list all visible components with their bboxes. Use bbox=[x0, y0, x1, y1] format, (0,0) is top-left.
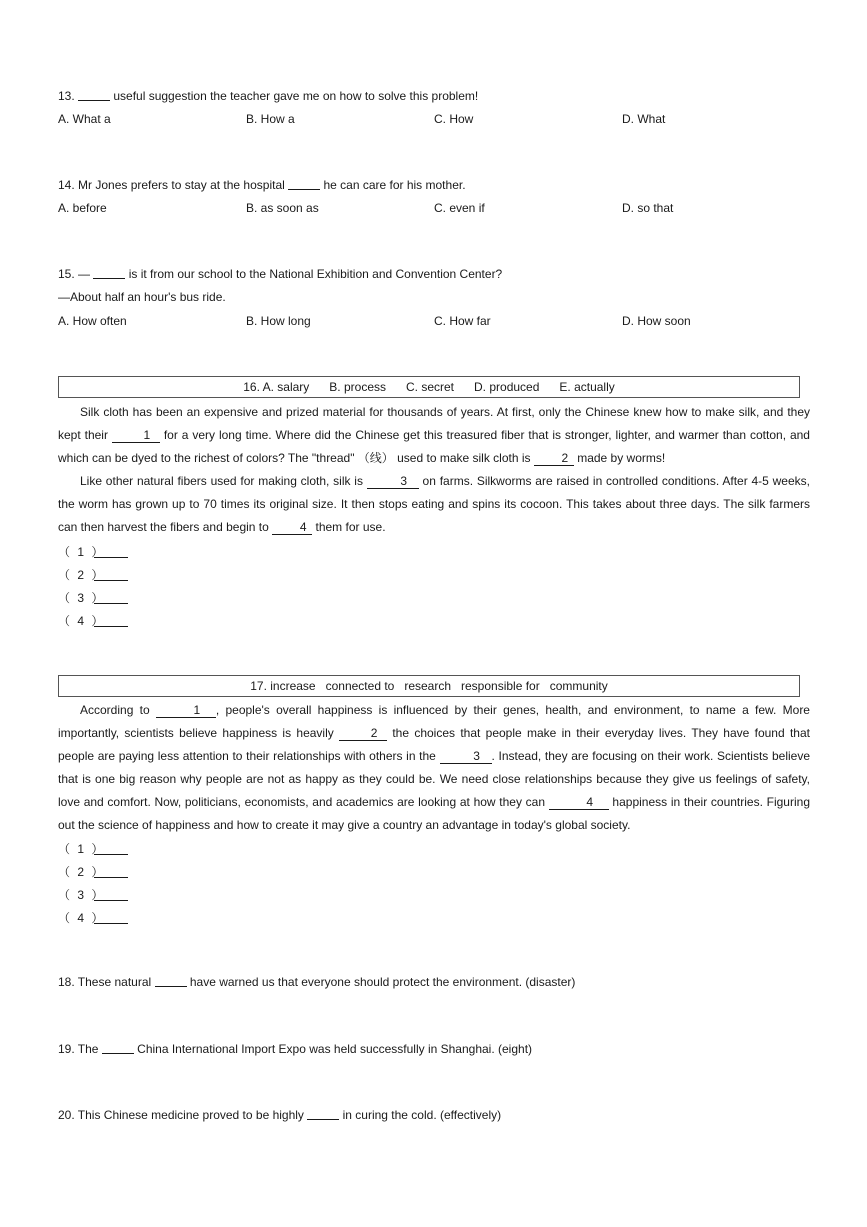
answer-field[interactable] bbox=[94, 615, 128, 627]
word-bank-item: E. actually bbox=[559, 380, 615, 394]
question-20-stem: 20. This Chinese medicine proved to be highly in curing the cold. (effectively) bbox=[58, 1108, 502, 1122]
answer-field[interactable] bbox=[94, 592, 128, 604]
answer-blank[interactable] bbox=[307, 1108, 339, 1120]
answer-blank[interactable] bbox=[93, 267, 125, 279]
option-a[interactable]: A. How often bbox=[58, 314, 127, 328]
answer-blank[interactable] bbox=[78, 89, 110, 101]
passage-16 bbox=[58, 401, 810, 539]
answer-line: （ 4 ） bbox=[58, 909, 128, 926]
answer-blank[interactable] bbox=[288, 178, 320, 190]
numbered-blank[interactable]: 3 bbox=[367, 475, 419, 489]
answer-line: （ 4 ） bbox=[58, 612, 128, 629]
question-15-reply: —About half an hour's bus ride. bbox=[58, 290, 226, 304]
numbered-blank[interactable]: 4 bbox=[272, 521, 312, 535]
answer-line: （ 3 ） bbox=[58, 886, 128, 903]
option-c[interactable]: C. even if bbox=[434, 201, 485, 215]
word-bank-item: 16. A. salary bbox=[243, 380, 310, 394]
answer-line: （ 1 ） bbox=[58, 543, 128, 560]
answer-blank[interactable] bbox=[102, 1042, 134, 1054]
word-bank-item: D. produced bbox=[474, 380, 540, 394]
option-a[interactable]: A. before bbox=[58, 201, 107, 215]
answer-line: （ 1 ） bbox=[58, 840, 128, 857]
numbered-blank[interactable]: 1 bbox=[156, 704, 216, 718]
passage-paragraph: Silk cloth has been an expensive and prized material for thousands of years. At first, only the Chinese knew how to make silk, and they kept their 1 for a very long time. Where did the Chinese get this treasured fiber that is stronger, lighter, and warmer than cotton, and which can be dyed to the richest of colors? The "thread" （线） used to make silk cloth is 2 made by worms! bbox=[58, 405, 810, 465]
word-bank-item: 17. increase bbox=[250, 679, 316, 693]
option-b[interactable]: B. as soon as bbox=[246, 201, 319, 215]
numbered-blank[interactable]: 4 bbox=[549, 796, 609, 810]
option-d[interactable]: D. How soon bbox=[622, 314, 691, 328]
option-b[interactable]: B. How long bbox=[246, 314, 311, 328]
answer-line: （ 3 ） bbox=[58, 589, 128, 606]
question-13-stem: 13. useful suggestion the teacher gave me on how to solve this problem! bbox=[58, 89, 479, 103]
answer-field[interactable] bbox=[94, 866, 128, 878]
option-d[interactable]: D. What bbox=[622, 112, 666, 126]
answer-field[interactable] bbox=[94, 912, 128, 924]
option-b[interactable]: B. How a bbox=[246, 112, 295, 126]
passage-paragraph: According to 1 , people's overall happiness is influenced by their genes, health, and environment, to name a few. More importantly, scientists believe happiness is heavily 2 the choices that people make in their everyday lives. They have found that people are paying less attention to their relationships with others in the 3 . Instead, they are focusing on their work. Scientists believe that is one big reason why people are not as happy as they could be. We need close relationships because they give us feelings of safety, love and comfort. Now, politicians, economists, and academics are looking at how they can 4 happiness in their countries. Figuring out the science of happiness and how to create it may give a country an advantage in today's global society. bbox=[58, 703, 811, 832]
answer-line: （ 2 ） bbox=[58, 863, 128, 880]
answer-field[interactable] bbox=[94, 546, 128, 558]
question-15-stem: 15. — is it from our school to the National Exhibition and Convention Center? bbox=[58, 267, 503, 281]
question-14-stem: 14. Mr Jones prefers to stay at the hospital he can care for his mother. bbox=[58, 178, 466, 192]
numbered-blank[interactable]: 2 bbox=[534, 452, 574, 466]
numbered-blank[interactable]: 1 bbox=[112, 429, 160, 443]
numbered-blank[interactable]: 3 bbox=[440, 750, 492, 764]
word-bank-item: research bbox=[404, 679, 452, 693]
answer-blank[interactable] bbox=[155, 975, 187, 987]
answer-field[interactable] bbox=[94, 569, 128, 581]
option-d[interactable]: D. so that bbox=[622, 201, 674, 215]
passage-17 bbox=[58, 699, 810, 837]
passage-paragraph: Like other natural fibers used for making cloth, silk is 3 on farms. Silkworms are raised in controlled conditions. After 4-5 weeks, the worm has grown up to 70 times its original size. It then stops eating and spins its cocoon. This takes about three days. The silk farmers can then harvest the fibers and begin to 4 them for use. bbox=[58, 474, 810, 534]
word-bank-16 bbox=[58, 376, 800, 398]
numbered-blank[interactable]: 2 bbox=[339, 727, 387, 741]
question-19-stem: 19. The China International Import Expo was held successfully in Shanghai. (eight) bbox=[58, 1042, 533, 1056]
answer-field[interactable] bbox=[94, 889, 128, 901]
question-18-stem: 18. These natural have warned us that everyone should protect the environment. (disaster) bbox=[58, 975, 576, 989]
answer-line: （ 2 ） bbox=[58, 566, 128, 583]
option-c[interactable]: C. How bbox=[434, 112, 474, 126]
option-a[interactable]: A. What a bbox=[58, 112, 111, 126]
answer-field[interactable] bbox=[94, 843, 128, 855]
word-bank-item: C. secret bbox=[406, 380, 455, 394]
word-bank-17 bbox=[58, 675, 800, 697]
word-bank-item: community bbox=[549, 679, 608, 693]
word-bank-item: connected to bbox=[325, 679, 395, 693]
word-bank-item: B. process bbox=[329, 380, 386, 394]
word-bank-item: responsible for bbox=[461, 679, 540, 693]
option-c[interactable]: C. How far bbox=[434, 314, 491, 328]
